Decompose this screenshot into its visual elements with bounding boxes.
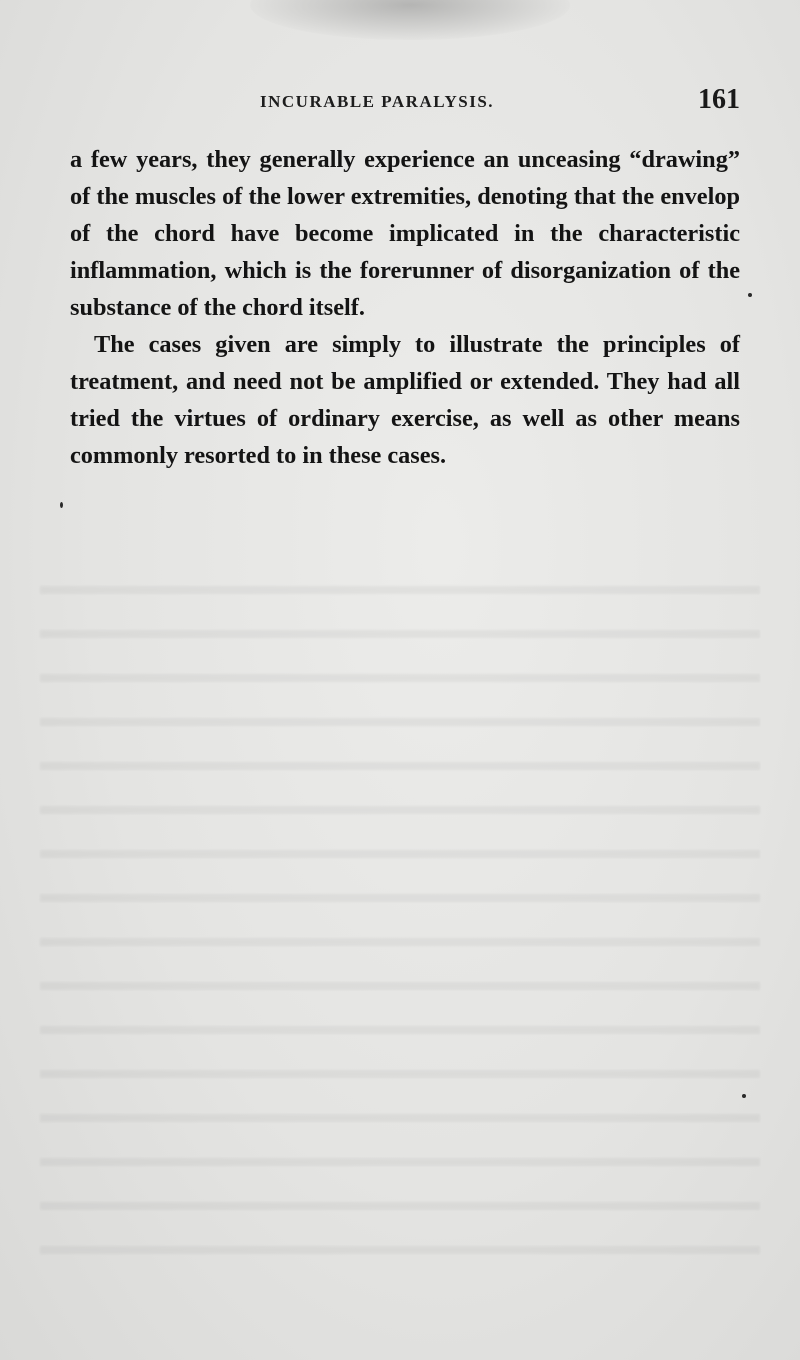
ink-speck	[742, 1094, 746, 1098]
paragraph-1: a few years, they generally experience an unceasing “drawing” of the muscles of the lower extremities, denoting that the envelop of the chord have become implicated in the characteristic inflammation, which is the forerunner of disorganization of the substance of the chord itself.	[70, 146, 740, 321]
paragraph-2: The cases given are simply to illustrate the principles of treatment, and need not be amplified or extended. They had all tried the virtues of ordinary exercise, as well as other means commonly resorted to in these cases.	[70, 331, 740, 469]
page-number: 161	[698, 84, 740, 115]
body-text	[70, 141, 740, 474]
running-title: INCURABLE PARALYSIS.	[260, 92, 495, 111]
reverse-side-bleed-through	[40, 560, 760, 1260]
page-header	[70, 84, 740, 124]
ink-speck	[748, 293, 752, 297]
binding-shadow	[250, 0, 570, 40]
ink-speck	[60, 502, 63, 508]
